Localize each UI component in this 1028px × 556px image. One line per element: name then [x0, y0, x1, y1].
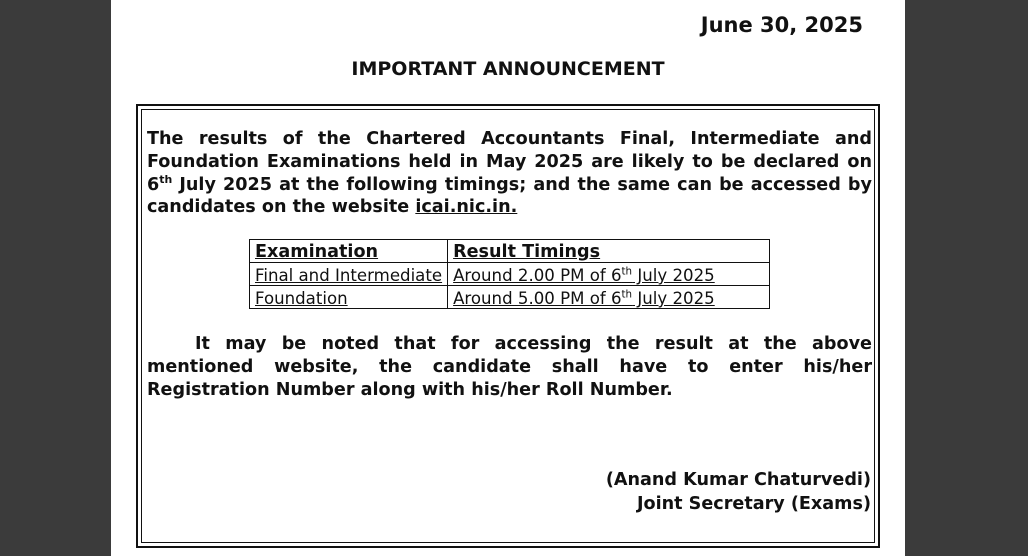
result-timings-table [249, 239, 770, 309]
signature-block [606, 468, 871, 516]
date-ordinal-suffix: th [159, 172, 173, 186]
header-examination: Examination [250, 240, 448, 263]
ordinal-suffix: th [621, 265, 633, 278]
exam-name-cell: Foundation [250, 286, 448, 309]
result-time-text: Around 2.00 PM of 6 [453, 266, 622, 285]
result-time-cell [448, 263, 770, 286]
announcement-heading: IMPORTANT ANNOUNCEMENT [351, 58, 665, 80]
result-time-text: Around 5.00 PM of 6 [453, 289, 622, 308]
announcement-frame [136, 104, 880, 548]
results-paragraph [147, 128, 872, 219]
results-text-start: The results of the Chartered Accountants Final, Intermediate and Foundation Examinations held in May 2025 are likely to be declared on 6 [147, 129, 872, 195]
results-text-end: July 2025 at the following timings; and the same can be accessed by candidates on the website [147, 174, 872, 218]
signatory-name: (Anand Kumar Chaturvedi) [605, 470, 871, 490]
header-result-timings: Result Timings [448, 240, 770, 263]
result-time-month: July 2025 [632, 289, 715, 308]
table-row [250, 286, 770, 309]
signatory-title: Joint Secretary (Exams) [636, 494, 871, 514]
announcement-page [111, 0, 905, 556]
table-row [250, 263, 770, 286]
result-time-cell [448, 286, 770, 309]
announcement-date: June 30, 2025 [700, 13, 863, 37]
note-paragraph: It may be noted that for accessing the result at the above mentioned website, the candidate shall have to enter his/her Registration Number along with his/her Roll Number. [147, 334, 872, 400]
result-time-month: July 2025 [632, 266, 715, 285]
ordinal-suffix: th [621, 288, 633, 301]
website-link[interactable]: icai.nic.in. [415, 197, 518, 218]
table-header-row [250, 240, 770, 263]
exam-name-cell: Final and Intermediate [250, 263, 448, 286]
